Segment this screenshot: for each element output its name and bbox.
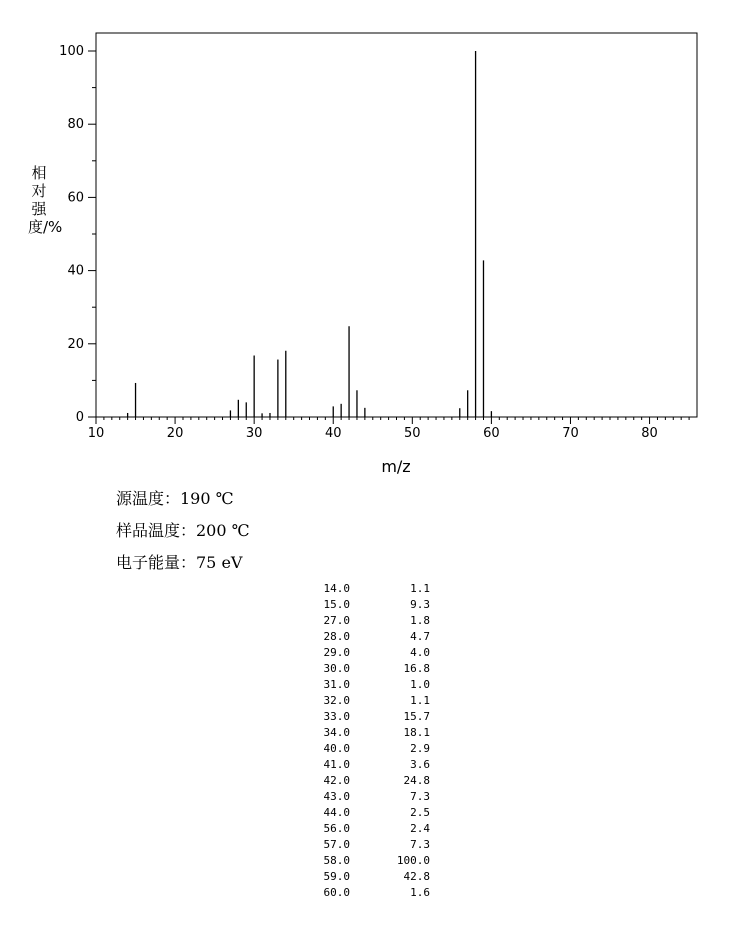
peak-intensity: 4.0 (410, 646, 430, 659)
y-tick-label: 80 (67, 117, 84, 133)
plot-frame (96, 33, 697, 417)
peak-intensity: 3.6 (410, 758, 430, 771)
peak-mz: 60.0 (323, 886, 350, 899)
peak-row (296, 773, 430, 789)
peak-mz: 43.0 (323, 790, 350, 803)
peak-intensity: 42.8 (403, 870, 430, 883)
source-temperature: 源温度：190 ℃ (116, 489, 234, 508)
peak-mz: 29.0 (323, 646, 350, 659)
peak-mz: 59.0 (323, 870, 350, 883)
peak-row (296, 645, 430, 661)
y-tick-label: 0 (75, 410, 84, 425)
peak-intensity: 2.5 (410, 806, 430, 819)
peak-mz: 57.0 (323, 838, 350, 851)
peak-mz: 33.0 (323, 710, 350, 723)
peak-mz: 32.0 (323, 694, 350, 707)
peak-mz: 41.0 (323, 758, 350, 771)
peak-intensity: 2.4 (410, 822, 430, 835)
x-axis-title: m/z (381, 457, 411, 476)
peak-mz: 30.0 (323, 662, 350, 675)
peak-mz: 42.0 (323, 774, 350, 787)
peak-row (296, 677, 430, 693)
peak-mz: 44.0 (323, 806, 350, 819)
peak-mz: 34.0 (323, 726, 350, 739)
peak-bars (128, 51, 492, 417)
peak-row (296, 709, 430, 725)
peak-intensity: 24.8 (403, 774, 430, 787)
peak-intensity: 15.7 (403, 710, 430, 723)
y-tick-label: 60 (67, 190, 84, 206)
peak-row (296, 885, 430, 901)
peak-intensity: 9.3 (410, 598, 430, 611)
peak-intensity: 16.8 (403, 662, 430, 675)
peak-row (296, 837, 430, 853)
peak-mz: 58.0 (323, 854, 350, 867)
x-tick-label: 10 (87, 426, 105, 441)
peak-row (296, 741, 430, 757)
peak-row (296, 693, 430, 709)
sample-temperature: 样品温度：200 ℃ (116, 521, 250, 540)
peak-row (296, 725, 430, 741)
peak-row (296, 661, 430, 677)
x-tick-label: 30 (245, 426, 263, 441)
peak-row (296, 869, 430, 885)
peak-intensity: 1.0 (410, 678, 430, 691)
peak-intensity: 100.0 (396, 854, 430, 867)
y-axis-title: 相对强度/% (28, 164, 63, 236)
peak-mz: 56.0 (323, 822, 350, 835)
x-tick-label: 80 (641, 426, 658, 441)
peak-intensity: 1.6 (410, 886, 430, 899)
peak-row (296, 821, 430, 837)
peak-row (296, 853, 430, 869)
y-axis (59, 44, 96, 425)
peak-intensity: 1.1 (410, 694, 430, 707)
x-tick-label: 50 (404, 426, 421, 441)
x-tick-label: 70 (562, 426, 579, 441)
y-tick-label: 40 (67, 263, 84, 279)
peak-row (296, 613, 430, 629)
peak-row (296, 597, 430, 613)
peak-table (296, 581, 430, 901)
peak-intensity: 18.1 (403, 726, 430, 739)
peak-mz: 31.0 (323, 678, 350, 691)
x-tick-label: 40 (324, 426, 342, 441)
peak-row (296, 757, 430, 773)
peak-row (296, 581, 430, 597)
y-tick-label: 100 (59, 44, 84, 59)
x-tick-label: 20 (166, 426, 184, 441)
peak-intensity: 4.7 (410, 630, 430, 643)
peak-row (296, 805, 430, 821)
peak-mz: 27.0 (323, 614, 350, 627)
peak-intensity: 1.1 (410, 582, 430, 595)
peak-intensity: 2.9 (410, 742, 430, 755)
peak-mz: 15.0 (323, 598, 350, 611)
peak-intensity: 7.3 (410, 790, 430, 803)
peak-intensity: 7.3 (410, 838, 430, 851)
peak-mz: 28.0 (323, 630, 350, 643)
peak-mz: 14.0 (323, 582, 350, 595)
peak-mz: 40.0 (323, 742, 350, 755)
x-tick-label: 60 (483, 426, 500, 441)
peak-row (296, 629, 430, 645)
y-tick-label: 20 (67, 336, 84, 352)
electron-energy: 电子能量：75 eV (116, 553, 243, 572)
peak-row (296, 789, 430, 805)
peak-intensity: 1.8 (410, 614, 430, 627)
x-axis (88, 417, 689, 441)
